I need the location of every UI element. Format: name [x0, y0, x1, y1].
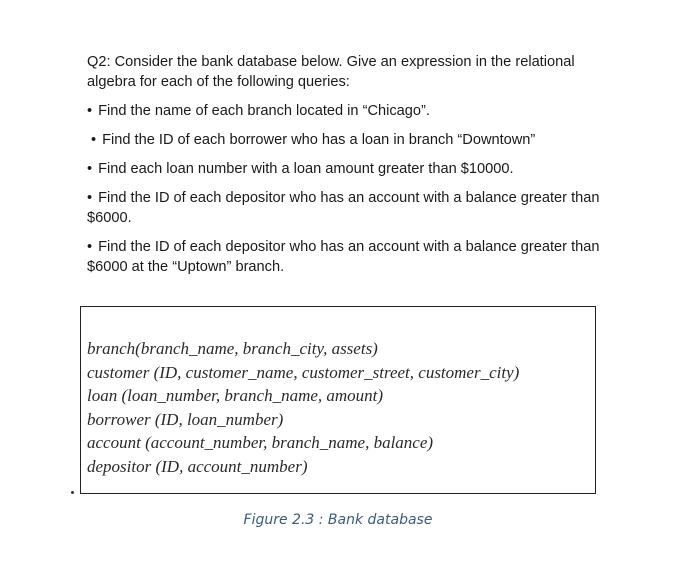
- query-item-1: [87, 101, 622, 121]
- bullet-icon: •: [87, 239, 93, 255]
- bullet-icon: •: [87, 190, 93, 206]
- query-text: Find the ID of each borrower who has a loan in branch “Downtown”: [102, 132, 536, 148]
- schema-line-borrower: borrower (ID, loan_number): [87, 409, 284, 429]
- query-item-5: [87, 237, 622, 277]
- query-item-4: [87, 188, 622, 228]
- bullet-icon: •: [87, 103, 93, 119]
- query-item-3: [87, 159, 622, 179]
- query-text: Find the ID of each depositor who has an account with a balance greater than $6000 at the “Uptown” branch.: [87, 239, 600, 275]
- schema-line-account: account (account_number, branch_name, balance): [87, 433, 434, 452]
- query-text: Find the name of each branch located in “Chicago”.: [98, 103, 430, 119]
- query-text: Find each loan number with a loan amount greater than $10000.: [98, 161, 514, 177]
- margin-dot: [71, 491, 74, 494]
- question-title: Q2: Consider the bank database below. Give an expression in the relational algebra for each of the following queries:: [87, 54, 575, 90]
- schema-line-branch: branch(branch_name, branch_city, assets): [87, 339, 378, 358]
- schema-line-customer: customer (ID, customer_name, customer_street, customer_city): [87, 362, 520, 382]
- schema-figure-box: [80, 306, 596, 494]
- query-item-2: [87, 130, 622, 150]
- figure-caption: Figure 2.3 : Bank database: [243, 512, 433, 528]
- schema-line-loan: loan (loan_number, branch_name, amount): [87, 386, 384, 405]
- schema-line-depositor: depositor (ID, account_number): [87, 456, 308, 476]
- question-block: [87, 52, 622, 286]
- bullet-icon: •: [87, 161, 93, 177]
- query-text: Find the ID of each depositor who has an account with a balance greater than $6000.: [87, 190, 600, 226]
- bullet-icon: •: [91, 132, 97, 148]
